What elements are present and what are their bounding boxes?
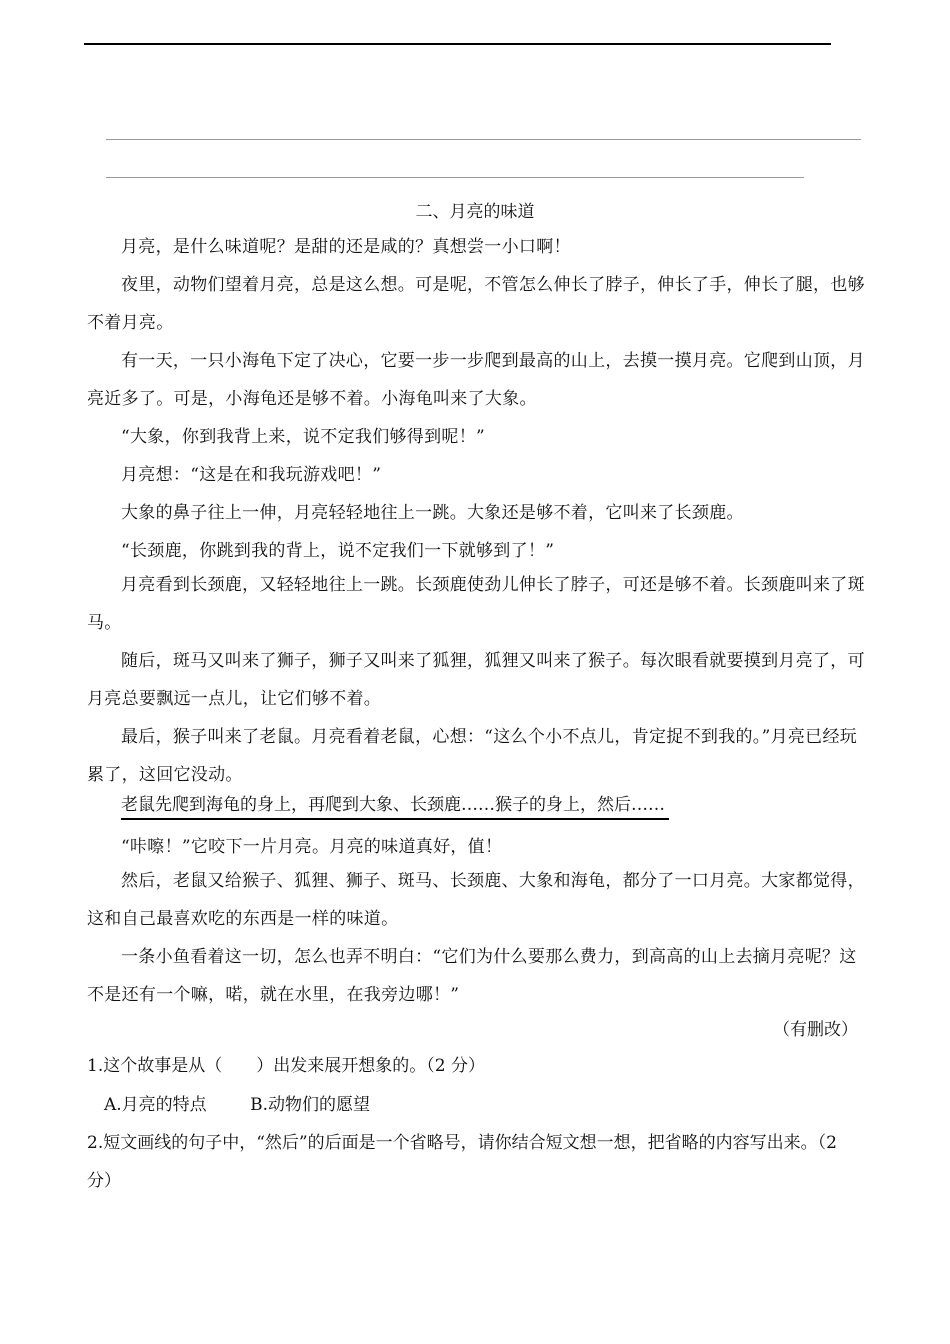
option-a[interactable]: A.月亮的特点 [104,1095,207,1115]
paragraph: 月亮想：“这是在和我玩游戏吧！” [121,465,382,485]
paragraph: “长颈鹿，你跳到我的背上，说不定我们一下就够到了！” [121,541,555,561]
paragraph: 有一天，一只小海龟下定了决心，它要一步一步爬到最高的山上，去摸一摸月亮。它爬到山顶，月亮近多了。可是，小海龟还是够不着。小海龟叫来了大象。 [87,351,865,409]
header-rule [84,43,831,45]
paragraph: “大象，你到我背上来，说不定我们够得到呢！” [121,427,485,447]
paragraph: 一条小鱼看着这一切，怎么也弄不明白：“它们为什么要那么费力，到高高的山上去摘月亮呢？这不是还有一个嘛，喏，就在水里，在我旁边哪！” [87,947,857,1005]
paragraph: 最后，猴子叫来了老鼠。月亮看着老鼠，心想：“这么个小不点儿，肯定捉不到我的。”月亮已经玩累了，这回它没动。 [87,727,858,785]
question-1: 1.这个故事是从（ ）出发来展开想象的。（2 分） [87,1056,485,1076]
answer-line[interactable] [106,139,861,140]
paragraph: 随后，斑马又叫来了狮子，狮子又叫来了狐狸，狐狸又叫来了猴子。每次眼看就要摸到月亮了，可月亮总要飘远一点儿，让它们够不着。 [87,651,865,709]
section-title: 二、月亮的味道 [415,202,535,222]
paragraph: 月亮看到长颈鹿，又轻轻地往上一跳。长颈鹿使劲儿伸长了脖子，可还是够不着。长颈鹿叫来了斑马。 [87,575,865,633]
option-b[interactable]: B.动物们的愿望 [250,1095,370,1115]
source-note: （有删改） [773,1020,858,1040]
paragraph: 然后，老鼠又给猴子、狐狸、狮子、斑马、长颈鹿、大象和海龟，都分了一口月亮。大家都觉得，这和自己最喜欢吃的东西是一样的味道。 [87,871,865,929]
paragraph: “咔嚓！”它咬下一片月亮。月亮的味道真好，值！ [121,837,503,857]
question-1-options [104,1092,408,1118]
underlined-sentence: 老鼠先爬到海龟的身上，再爬到大象、长颈鹿……猴子的身上，然后…… [121,792,669,820]
paragraph: 月亮，是什么味道呢？是甜的还是咸的？真想尝一小口啊！ [121,237,571,257]
answer-line[interactable] [106,177,804,178]
paragraph: 夜里，动物们望着月亮，总是这么想。可是呢，不管怎么伸长了脖子，伸长了手，伸长了腿，也够不着月亮。 [87,275,865,333]
paragraph: 大象的鼻子往上一伸，月亮轻轻地往上一跳。大象还是够不着，它叫来了长颈鹿。 [121,503,744,523]
question-2: 2.短文画线的句子中，“然后”的后面是一个省略号，请你结合短文想一想，把省略的内容写出来。（2 分） [87,1133,837,1191]
